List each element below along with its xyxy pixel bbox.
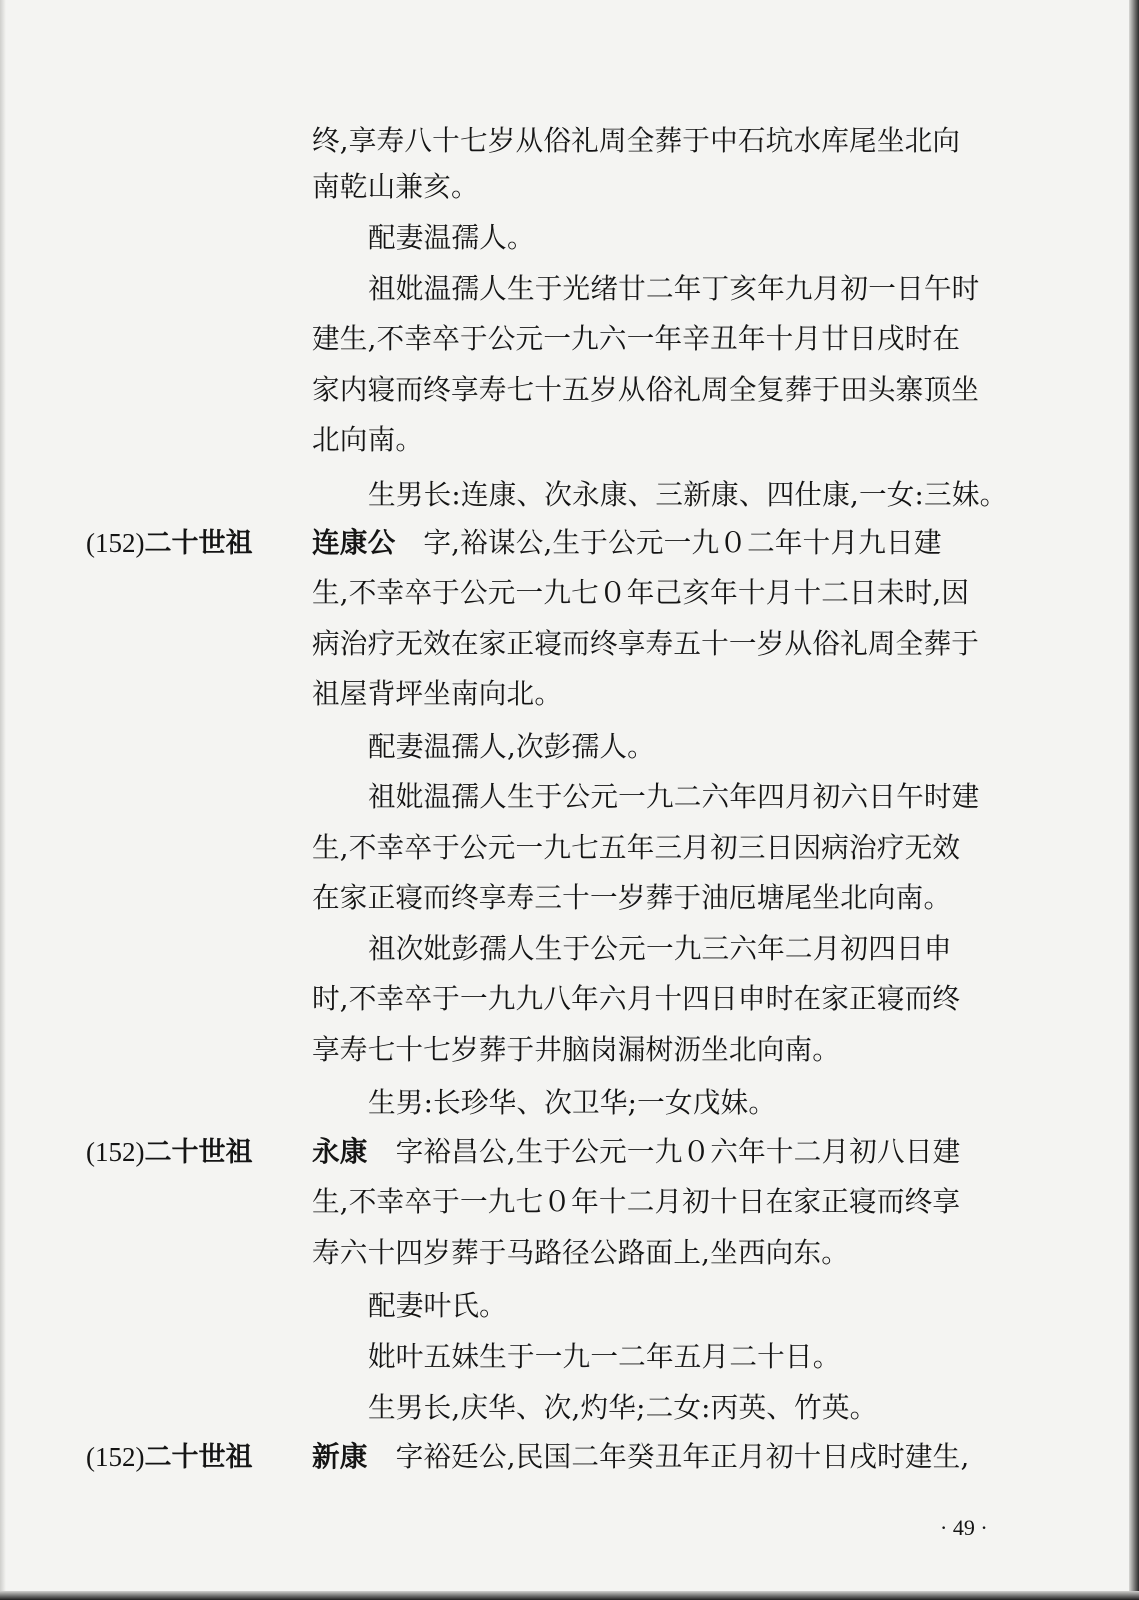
text-line: 病治疗无效在家正寝而终享寿五十一岁从俗礼周全葬于 bbox=[312, 627, 980, 660]
text-line: 南乾山兼亥。 bbox=[312, 170, 479, 203]
text-line: 生,不幸卒于公元一九七０年己亥年十月十二日未时,因 bbox=[312, 576, 970, 609]
text-line bbox=[312, 1135, 960, 1169]
entry-label bbox=[86, 1440, 252, 1475]
text-line: 寿六十四岁葬于马路径公路面上,坐西向东。 bbox=[312, 1236, 850, 1269]
scan-edge-right bbox=[1129, 0, 1139, 1600]
text-line: 祖次妣彭孺人生于公元一九三六年二月初四日申 bbox=[368, 932, 952, 965]
entry-name: 连康公 bbox=[312, 526, 396, 559]
entry-name: 永康 bbox=[312, 1135, 368, 1168]
text-line: 祖屋背坪坐南向北。 bbox=[312, 677, 563, 710]
text-line: 建生,不幸卒于公元一九六一年辛丑年十月廿日戌时在 bbox=[312, 322, 961, 355]
text-line: 生男长:连康、次永康、三新康、四仕康,一女:三妹。 bbox=[368, 478, 1008, 511]
text-line bbox=[312, 526, 942, 560]
entry-number: (152) bbox=[86, 1137, 145, 1167]
text-line: 祖妣温孺人生于光绪廿二年丁亥年九月初一日午时 bbox=[368, 272, 980, 305]
entry-text: 字裕廷公,民国二年癸丑年正月初十日戌时建生, bbox=[395, 1440, 970, 1473]
entry-text: 字,裕谋公,生于公元一九０二年十月九日建 bbox=[423, 526, 942, 559]
scan-edge-left bbox=[0, 0, 6, 1600]
text-line: 配妻叶氏。 bbox=[368, 1289, 507, 1322]
text-line: 配妻温孺人。 bbox=[368, 221, 535, 254]
text-line: 生男:长珍华、次卫华;一女戊妹。 bbox=[368, 1086, 777, 1119]
text-line: 生,不幸卒于一九七０年十二月初十日在家正寝而终享 bbox=[312, 1185, 961, 1218]
page-number: · 49 · bbox=[940, 1515, 988, 1540]
text-line: 祖妣温孺人生于公元一九二六年四月初六日午时建 bbox=[368, 780, 980, 813]
text-line: 终,享寿八十七岁从俗礼周全葬于中石坑水库尾坐北向 bbox=[312, 124, 961, 157]
scan-edge-bottom bbox=[0, 1591, 1139, 1600]
text-line: 配妻温孺人,次彭孺人。 bbox=[368, 730, 655, 763]
text-line: 享寿七十七岁葬于井脑岗漏树沥坐北向南。 bbox=[312, 1033, 841, 1066]
entry-number: (152) bbox=[86, 1442, 145, 1472]
entry-generation: 二十世祖 bbox=[144, 528, 253, 559]
text-line: 北向南。 bbox=[312, 423, 424, 456]
entry-generation: 二十世祖 bbox=[144, 1442, 253, 1473]
entry-number: (152) bbox=[86, 528, 145, 558]
entry-generation: 二十世祖 bbox=[144, 1137, 253, 1168]
entry-label bbox=[86, 526, 252, 561]
text-line: 生男长,庆华、次,灼华;二女:丙英、竹英。 bbox=[368, 1391, 878, 1424]
text-line: 时,不幸卒于一九九八年六月十四日申时在家正寝而终 bbox=[312, 982, 961, 1015]
text-line: 在家正寝而终享寿三十一岁葬于油厄塘尾坐北向南。 bbox=[312, 881, 952, 914]
text-line: 生,不幸卒于公元一九七五年三月初三日因病治疗无效 bbox=[312, 831, 961, 864]
text-line: 妣叶五妹生于一九一二年五月二十日。 bbox=[368, 1340, 841, 1373]
entry-label bbox=[86, 1135, 252, 1170]
text-line bbox=[312, 1440, 969, 1474]
entry-text: 字裕昌公,生于公元一九０六年十二月初八日建 bbox=[395, 1135, 961, 1168]
text-line: 家内寝而终享寿七十五岁从俗礼周全复葬于田头寨顶坐 bbox=[312, 373, 980, 406]
entry-name: 新康 bbox=[312, 1440, 368, 1473]
